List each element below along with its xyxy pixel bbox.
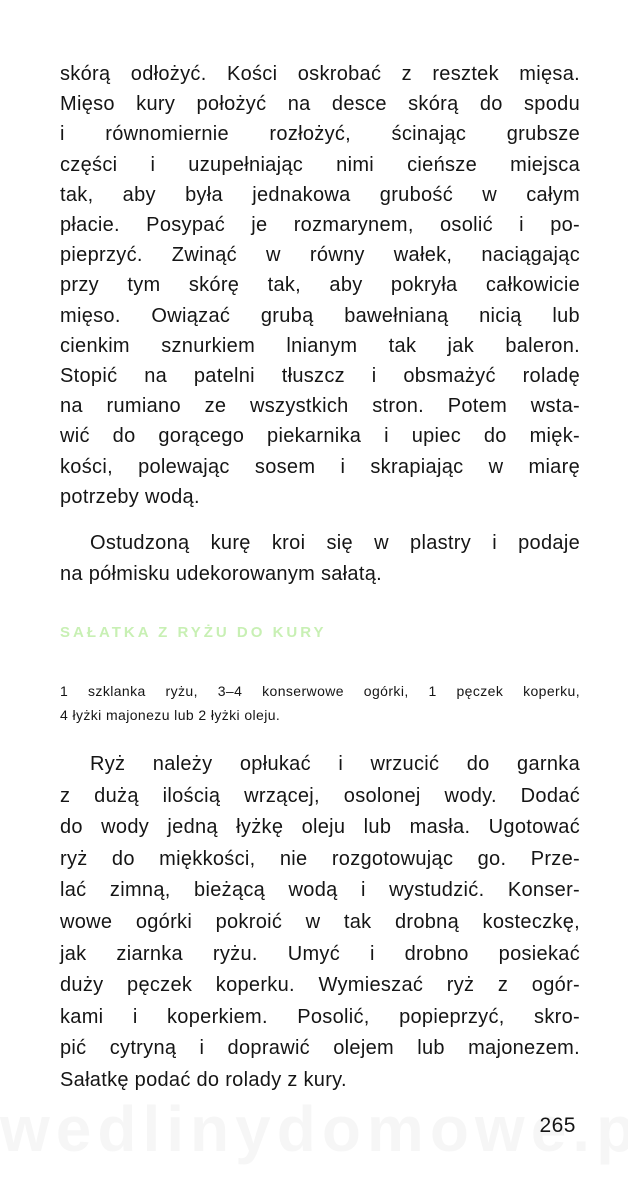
text-line: części i uzupełniając nimi cieńsze miejsca xyxy=(60,153,580,176)
text-line: Ostudzoną kurę kroi się w plastry i podaje xyxy=(90,532,580,554)
watermark xyxy=(0,1092,628,1166)
text-line: skórą odłożyć. Kości oskrobać z resztek mięsa. xyxy=(60,63,580,85)
text-line: wowe ogórki pokroić w tak drobną kosteczkę, xyxy=(60,910,580,933)
text-line: lać zimną, bieżącą wodą i wystudzić. Konser- xyxy=(60,879,580,902)
text-line: Stopić na patelni tłuszcz i obsmażyć roladę xyxy=(60,365,580,388)
text-line: potrzeby wodą. xyxy=(60,485,200,508)
section-heading: SAŁATKA Z RYŻU DO KURY xyxy=(60,624,327,641)
text-line: Mięso kury położyć na desce skórą do spodu xyxy=(60,93,580,116)
text-line: tak, aby była jednakowa grubość w całym xyxy=(60,183,580,206)
text-line: do wody jedną łyżkę oleju lub masła. Ugotować xyxy=(60,816,580,839)
serving-paragraph xyxy=(60,528,580,590)
text-line: cienkim sznurkiem lnianym tak jak baleron. xyxy=(60,334,580,357)
text-line: z dużą ilością wrzącej, osolonej wody. Dodać xyxy=(60,784,580,807)
text-line: jak ziarnka ryżu. Umyć i drobno posiekać xyxy=(60,942,580,965)
text-line: mięso. Owiązać grubą bawełnianą nicią lub xyxy=(60,304,580,327)
text-line: pieprzyć. Zwinąć w równy wałek, naciągając xyxy=(60,244,580,267)
page-number: 265 xyxy=(539,1114,576,1137)
ingredients-line: 1 szklanka ryżu, 3–4 konserwowe ogórki, 1 pęczek koperku, xyxy=(60,683,580,699)
ingredients-list xyxy=(60,679,580,727)
text-line: wić do gorącego piekarnika i upiec do mięk- xyxy=(60,425,580,448)
text-line: duży pęczek koperku. Wymieszać ryż z ogór- xyxy=(60,974,580,997)
text-line: ryż do miękkości, nie rozgotowując go. Prze- xyxy=(60,847,580,870)
text-line: na rumiano ze wszystkich stron. Potem wsta- xyxy=(60,395,580,418)
text-line: na półmisku udekorowanym sałatą. xyxy=(60,563,382,585)
ingredients-line: 4 łyżki majonezu lub 2 łyżki oleju. xyxy=(60,707,281,723)
text-line: płacie. Posypać je rozmarynem, osolić i po- xyxy=(60,214,580,237)
recipe-paragraph-salad xyxy=(60,749,580,1097)
text-line: kości, polewając sosem i skrapiając w miarę xyxy=(60,455,580,478)
text-line: Sałatkę podać do rolady z kury. xyxy=(60,1068,347,1091)
text-line: kami i koperkiem. Posolić, popieprzyć, skro- xyxy=(60,1005,580,1028)
text-line: i równomiernie rozłożyć, ścinając grubsze xyxy=(60,123,580,146)
recipe-paragraph-roulade xyxy=(60,59,580,512)
text-line: pić cytryną i doprawić olejem lub majonezem. xyxy=(60,1037,580,1060)
text-line: przy tym skórę tak, aby pokryła całkowicie xyxy=(60,274,580,297)
text-line: Ryż należy opłukać i wrzucić do garnka xyxy=(90,753,580,775)
